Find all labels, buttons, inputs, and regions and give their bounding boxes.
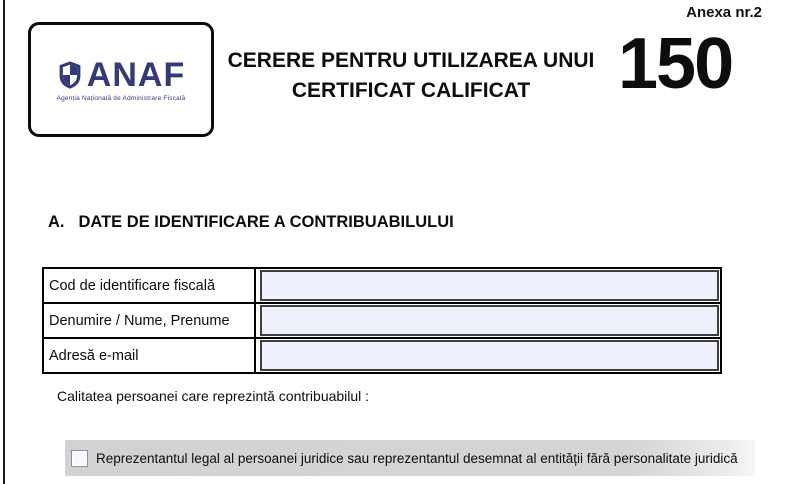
email-label: Adresă e-mail: [44, 339, 256, 372]
annex-label: Anexa nr.2: [686, 4, 762, 21]
legal-representative-label: Reprezentantul legal al persoanei juridice sau reprezentantul desemnat al entității fără personalitate juridică: [96, 450, 738, 466]
name-input[interactable]: [260, 305, 719, 336]
anaf-logo-box: [28, 22, 214, 137]
form-title: [215, 46, 607, 107]
fiscal-code-cell: [256, 269, 720, 302]
fiscal-code-input[interactable]: [260, 270, 719, 301]
form-number: 150: [618, 24, 733, 104]
section-a-title: DATE DE IDENTIFICARE A CONTRIBUABILULUI: [78, 213, 454, 231]
anaf-logo-subtitle: Agenția Națională de Administrare Fiscală: [56, 94, 186, 102]
legal-representative-option: [65, 440, 755, 476]
form-title-line2: CERTIFICAT CALIFICAT: [291, 79, 531, 103]
table-row: [44, 339, 720, 372]
section-a-prefix: A.: [48, 213, 65, 231]
email-cell: [256, 339, 720, 372]
form-title-line1: CERERE PENTRU UTILIZAREA UNUI: [227, 49, 595, 72]
fiscal-code-label: Cod de identificare fiscală: [44, 269, 256, 302]
legal-representative-checkbox[interactable]: [71, 450, 88, 467]
section-a-heading: [48, 213, 454, 232]
quality-question: Calitatea persoanei care reprezintă contribuabilul :: [57, 388, 370, 404]
table-row: [44, 269, 720, 304]
anaf-shield-icon: [57, 60, 83, 90]
page-left-border: [3, 0, 5, 484]
identification-table: [42, 267, 722, 374]
email-input[interactable]: [260, 340, 719, 371]
name-cell: [256, 304, 720, 337]
table-row: [44, 304, 720, 339]
anaf-logo-text: ANAF: [86, 55, 186, 94]
name-label: Denumire / Nume, Prenume: [44, 304, 256, 337]
